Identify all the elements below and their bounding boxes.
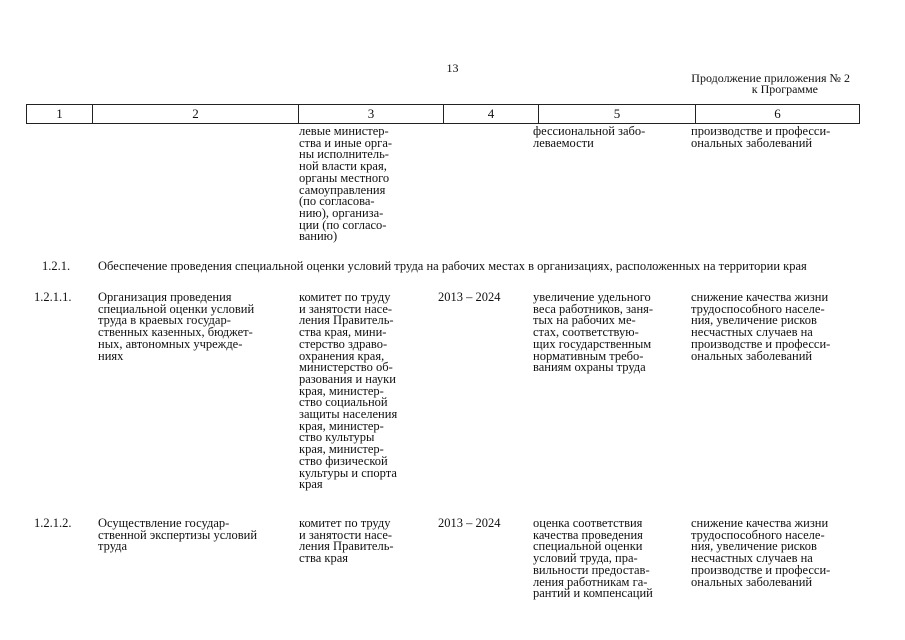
row-1-period: 2013 – 2024 <box>438 290 501 304</box>
row-1-indicator: увеличение удельного веса работников, заня- тых на рабочих ме- стах, соответствую- щих государственным нормативным требо- ваниям охраны труда <box>533 290 654 375</box>
carryover-indicator: фессиональной забо- леваемости <box>533 124 646 150</box>
header-col-1: 1 <box>56 106 63 121</box>
carryover-consequence: производстве и професси- ональных заболеваний <box>691 124 831 150</box>
header-col-6: 6 <box>695 105 859 123</box>
row-2-code: 1.2.1.2. <box>34 516 72 530</box>
section-code: 1.2.1. <box>42 259 71 273</box>
row-2-consequence: снижение качества жизни трудоспособного населе- ния, увеличение рисков несчастных случаев на производстве и професси- ональных заболеваний <box>691 516 831 589</box>
header-col-5: 5 <box>538 105 695 123</box>
row-2-period: 2013 – 2024 <box>438 516 501 530</box>
header-col-4: 4 <box>443 105 538 123</box>
row-2-indicator: оценка соответствия качества проведения специальной оценки условий труда, пра- вильности предостав- ления работникам га- рантий и компенсаций <box>533 516 653 601</box>
section-title: Обеспечение проведения специальной оценки условий труда на рабочих местах в организациях, расположенных на территории края <box>98 259 807 273</box>
continuation-note <box>660 73 850 95</box>
row-1-executor: комитет по труду и занятости насе- ления Правитель- ства края, мини- стерство здраво- охранения края, министерство об- разования и науки края, министер- ство социальной защиты населения края, министер- ство культуры края, министер- ство физической культуры и спорта края <box>299 290 398 492</box>
table-header-row <box>26 104 860 124</box>
row-1-name: Организация проведения специальной оценки условий труда в краевых государ- ственных казенных, бюджет- ных, автономных учрежде- ниях <box>98 290 255 363</box>
page-number: 13 <box>446 61 459 75</box>
carryover-executor: левые министер- ства и иные орга- ны исполнитель- ной власти края, органы местного самоуправления (по согласова- нию), организа- ции (по согласо- ванию) <box>299 124 393 244</box>
continuation-line-2: к Программе <box>751 82 818 96</box>
row-2-name: Осуществление государ- ственной экспертизы условий труда <box>98 516 258 554</box>
header-col-2: 2 <box>92 105 298 123</box>
continuation-line-1: Продолжение приложения № 2 <box>691 71 850 85</box>
row-2-executor: комитет по труду и занятости насе- ления Правитель- ства края <box>299 516 394 566</box>
row-1-code: 1.2.1.1. <box>34 290 72 304</box>
row-1-consequence: снижение качества жизни трудоспособного населе- ния, увеличение рисков несчастных случаев на производстве и професси- ональных заболеваний <box>691 290 831 363</box>
header-col-3: 3 <box>298 105 443 123</box>
